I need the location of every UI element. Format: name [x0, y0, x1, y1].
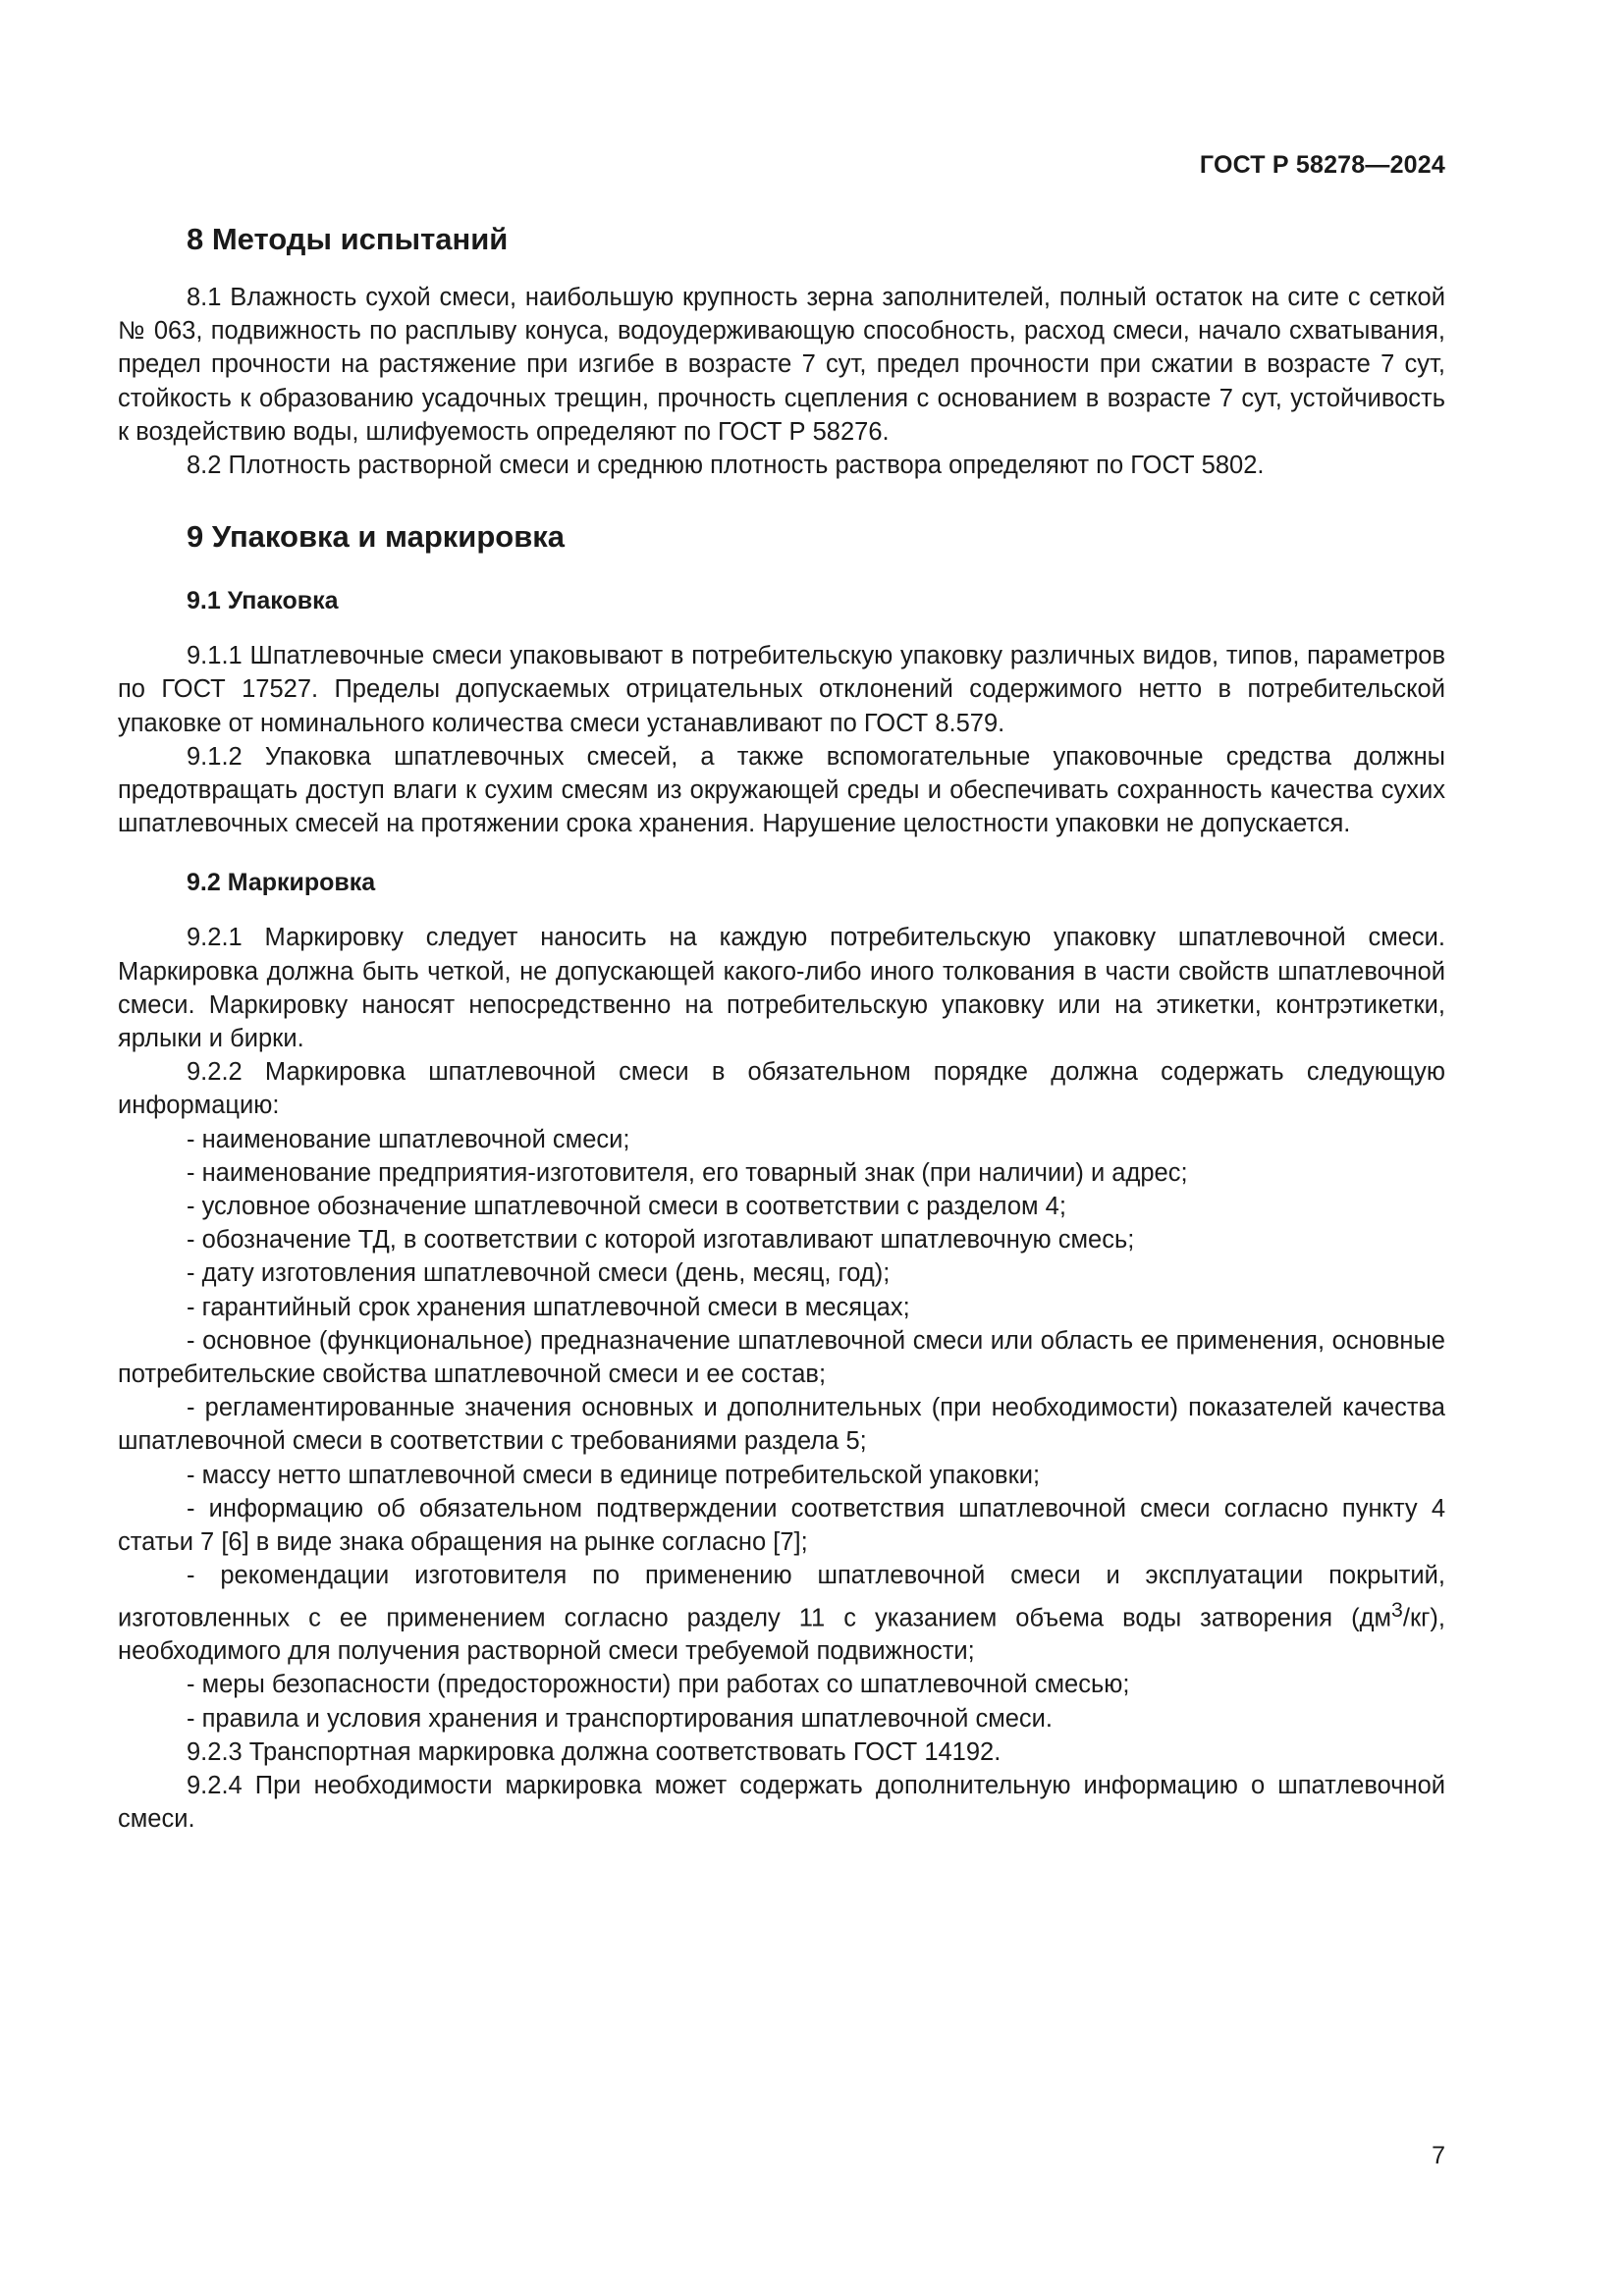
paragraph-9-1-2: 9.1.2 Упаковка шпатлевочных смесей, а также вспомогательные упаковочные средства должны предотвращать доступ влаги к сухим смесям из окружающей среды и обеспечивать сохранность качества сухих шпатлевочных смесей на протяжении срока хранения. Нарушение целостности упаковки не допускается. [118, 742, 1445, 838]
list-item: - регламентированные значения основных и дополнительных (при необходимости) показателей качества шпатлевочной смеси в соответствии с требованиями раздела 5; [118, 1394, 1445, 1456]
paragraph-8-1: 8.1 Влажность сухой смеси, наибольшую крупность зерна заполнителей, полный остаток на сите с сеткой № 063, подвижность по расплыву конуса, водоудерживающую способность, расход смеси, начало схватывания, предел прочности на растяжение при изгибе в возрасте 7 сут, предел прочности при сжатии в возрасте 7 сут, стойкость к образованию усадочных трещин, прочность сцепления с основанием в возрасте 7 сут, устойчивость к воздействию воды, шлифуемость определяют по ГОСТ Р 58276. [118, 284, 1445, 446]
list-item: - обозначение ТД, в соответствии с которой изготавливают шпатлевочную смесь; [187, 1226, 1135, 1255]
list-item-water-volume [118, 1559, 1445, 1668]
list-item: - информацию об обязательном подтверждении соответствия шпатлевочной смеси согласно пункту 4 статьи 7 [6] в виде знака обращения на рынке согласно [7]; [118, 1494, 1445, 1557]
document-page [118, 0, 1445, 2296]
subsection-9-1-title: 9.1 Упаковка [187, 587, 339, 615]
subsection-9-2-title: 9.2 Маркировка [187, 869, 376, 897]
paragraph-9-2-4: 9.2.4 При необходимости маркировка может содержать дополнительную информацию о шпатлевочной смеси. [118, 1772, 1445, 1834]
list-item: - гарантийный срок хранения шпатлевочной смеси в месяцах; [187, 1293, 910, 1321]
paragraph-9-1-1: 9.1.1 Шпатлевочные смеси упаковывают в потребительскую упаковку различных видов, типов, параметров по ГОСТ 17527. Пределы допускаемых отрицательных отклонений содержимого нетто в потребительской упаковке от номинального количества смеси устанавливают по ГОСТ 8.579. [118, 642, 1445, 737]
list-item-text: - рекомендации изготовителя по применению шпатлевочной смеси и эксплуатации покрытий, изготовленных с ее применением согласно разделу 11 с указанием объема воды затворения (дм [118, 1562, 1445, 1631]
paragraph-8-2: 8.2 Плотность растворной смеси и среднюю плотность раствора определяют по ГОСТ 5802. [187, 452, 1265, 480]
document-body [118, 220, 1445, 1836]
paragraph-9-2-1: 9.2.1 Маркировку следует наносить на каждую потребительскую упаковку шпатлевочной смеси. Маркировка должна быть четкой, не допускающей какого-либо иного толкования в части свойств шпатлевочной смеси. Маркировку наносят непосредственно на потребительскую упаковку или на этикетки, контрэтикетки, ярлыки и бирки. [118, 924, 1445, 1053]
list-item: - дату изготовления шпатлевочной смеси (день, месяц, год); [187, 1259, 891, 1288]
paragraph-9-2-3: 9.2.3 Транспортная маркировка должна соответствовать ГОСТ 14192. [187, 1737, 1001, 1766]
list-item: - меры безопасности (предосторожности) при работах со шпатлевочной смесью; [187, 1671, 1130, 1699]
paragraph-9-2-2: 9.2.2 Маркировка шпатлевочной смеси в обязательном порядке должна содержать следующую информацию: [118, 1058, 1445, 1120]
page-number: 7 [1432, 2142, 1445, 2169]
list-item: - основное (функциональное) предназначение шпатлевочной смеси или область ее применения, основные потребительские свойства шпатлевочной смеси и ее состав; [118, 1326, 1445, 1389]
list-item: - массу нетто шпатлевочной смеси в единице потребительской упаковки; [187, 1461, 1041, 1489]
list-item: - наименование предприятия-изготовителя, его товарный знак (при наличии) и адрес; [187, 1158, 1188, 1187]
list-item: - правила и условия хранения и транспортирования шпатлевочной смеси. [187, 1704, 1053, 1733]
list-item: - наименование шпатлевочной смеси; [187, 1125, 630, 1153]
document-code-header: ГОСТ Р 58278—2024 [1199, 151, 1445, 179]
section-8-title: 8 Методы испытаний [187, 222, 509, 256]
section-8-body [118, 281, 1445, 482]
superscript-cubic: 3 [1391, 1597, 1403, 1622]
section-9-title: 9 Упаковка и маркировка [187, 519, 566, 555]
list-item: - условное обозначение шпатлевочной смеси в соответствии с разделом 4; [187, 1193, 1066, 1221]
list-item-text: /кг), необходимого для получения растворной смеси требуемой подвижности; [118, 1604, 1445, 1666]
